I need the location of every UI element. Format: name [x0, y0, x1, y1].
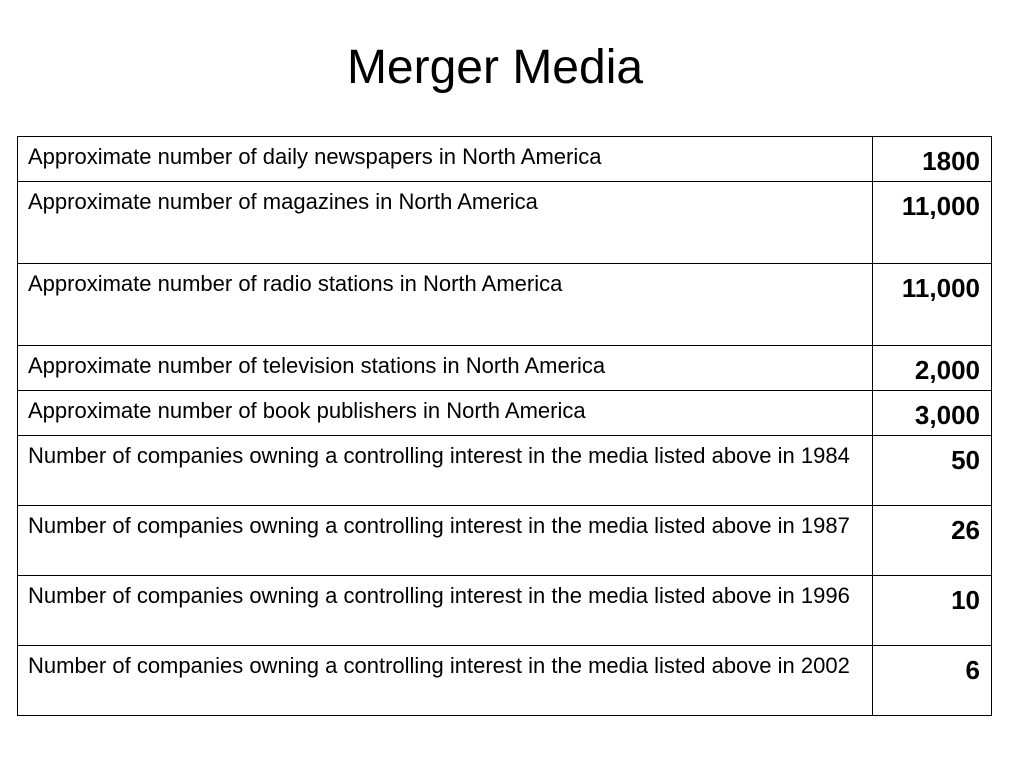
- row-label: Approximate number of television stations in North America: [28, 353, 606, 378]
- table-row: [18, 576, 992, 646]
- row-label-cell: [18, 264, 873, 346]
- row-label-cell: [18, 436, 873, 506]
- row-value: 50: [951, 445, 980, 475]
- row-label-cell: [18, 391, 873, 436]
- row-label: Approximate number of magazines in North America: [28, 189, 538, 214]
- row-value: 6: [965, 655, 980, 685]
- table-row: [18, 137, 992, 182]
- row-label: Approximate number of daily newspapers in North America: [28, 144, 602, 169]
- media-statistics-table: [17, 136, 992, 716]
- slide-title: Merger Media: [346, 41, 644, 94]
- table-row: [18, 346, 992, 391]
- row-value: 26: [951, 515, 980, 545]
- row-value: 11,000: [901, 273, 980, 303]
- row-value: 3,000: [914, 400, 980, 430]
- table-row: [18, 264, 992, 346]
- row-value-cell: [873, 182, 992, 264]
- row-label: Approximate number of radio stations in North America: [28, 271, 563, 296]
- table-row: [18, 506, 992, 576]
- table-row: [18, 182, 992, 264]
- row-value-cell: [873, 346, 992, 391]
- row-value: 1800: [922, 146, 980, 176]
- row-label-cell: [18, 346, 873, 391]
- row-label: Number of companies owning a controlling interest in the media listed above in 2002: [28, 653, 850, 678]
- row-value: 10: [951, 585, 980, 615]
- row-label: Number of companies owning a controlling interest in the media listed above in 1987: [28, 513, 850, 538]
- row-label-cell: [18, 646, 873, 716]
- table-row: [18, 391, 992, 436]
- row-value: 2,000: [914, 355, 980, 385]
- row-label-cell: [18, 182, 873, 264]
- table-row: [18, 436, 992, 506]
- row-value-cell: [873, 137, 992, 182]
- row-value-cell: [873, 576, 992, 646]
- row-label-cell: [18, 506, 873, 576]
- row-value-cell: [873, 506, 992, 576]
- row-label: Number of companies owning a controlling interest in the media listed above in 1984: [28, 443, 850, 468]
- table-row: [18, 646, 992, 716]
- row-value: 11,000: [901, 191, 980, 221]
- row-label-cell: [18, 137, 873, 182]
- row-value-cell: [873, 436, 992, 506]
- row-value-cell: [873, 264, 992, 346]
- row-label-cell: [18, 576, 873, 646]
- row-label: Number of companies owning a controlling interest in the media listed above in 1996: [28, 583, 850, 608]
- row-value-cell: [873, 391, 992, 436]
- row-label: Approximate number of book publishers in North America: [28, 398, 586, 423]
- row-value-cell: [873, 646, 992, 716]
